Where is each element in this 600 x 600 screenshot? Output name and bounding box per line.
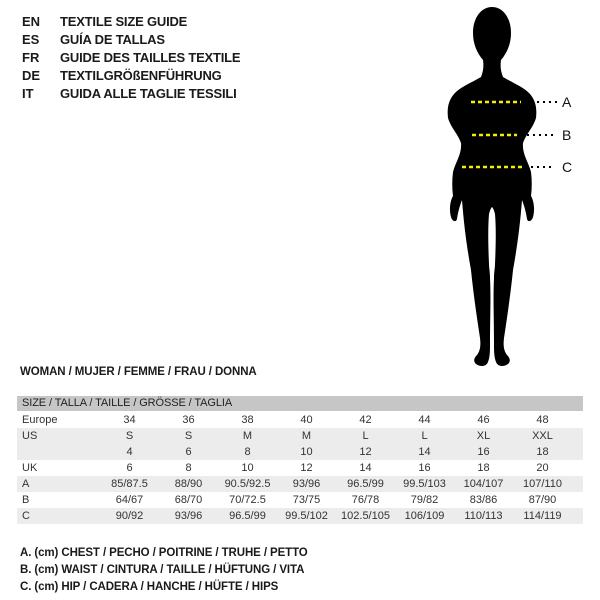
cell: 40 xyxy=(300,414,313,426)
marker-label-c: C xyxy=(562,159,573,175)
language-label: GUÍA DE TALLAS xyxy=(60,32,165,47)
row-label: A xyxy=(22,478,30,490)
cell: 93/96 xyxy=(174,510,203,522)
cell: 110/113 xyxy=(464,510,503,522)
cell: 106/109 xyxy=(404,510,445,522)
woman-body-shape xyxy=(448,7,537,366)
cell: L xyxy=(421,430,428,442)
language-label: GUIDE DES TAILLES TEXTILE xyxy=(60,50,241,65)
cell: 114/119 xyxy=(523,510,562,522)
cell: S xyxy=(184,430,193,442)
cell: XXL xyxy=(532,430,553,442)
cell: M xyxy=(242,430,253,442)
cell: 88/90 xyxy=(174,478,203,490)
language-row-es xyxy=(22,31,240,49)
row-label: B xyxy=(22,494,30,506)
cell: 96.5/99 xyxy=(229,510,266,522)
measurement-legend xyxy=(20,545,308,596)
cell: 36 xyxy=(182,414,195,426)
cell: M xyxy=(301,430,312,442)
woman-silhouette-svg xyxy=(400,0,600,380)
language-label: TEXTILGRÖßENFÜHRUNG xyxy=(60,68,222,83)
cell: 14 xyxy=(359,462,372,474)
cell: 87/90 xyxy=(528,494,557,506)
size-table-header: SIZE / TALLA / TAILLE / GRÖSSE / TAGLIA xyxy=(17,396,583,411)
cell: 8 xyxy=(185,462,192,474)
cell: L xyxy=(362,430,369,442)
marker-label-b: B xyxy=(562,127,572,143)
language-code: IT xyxy=(22,86,34,101)
cell: 104/107 xyxy=(463,478,504,490)
row-label: C xyxy=(22,510,30,522)
cell: 93/96 xyxy=(292,478,321,490)
cell: 12 xyxy=(359,446,372,458)
cell: 18 xyxy=(536,446,549,458)
cell: 34 xyxy=(123,414,136,426)
woman-silhouette-figure xyxy=(400,0,600,380)
cell: 8 xyxy=(244,446,251,458)
language-row-fr xyxy=(22,49,240,67)
cell: 102.5/105 xyxy=(341,510,390,522)
cell: 73/75 xyxy=(292,494,321,506)
row-label: UK xyxy=(22,462,38,474)
cell: 70/72.5 xyxy=(229,494,266,506)
table-row-europe xyxy=(17,412,583,428)
row-label: Europe xyxy=(22,414,58,426)
cell: 90.5/92.5 xyxy=(224,478,271,490)
cell: 48 xyxy=(536,414,549,426)
cell: 44 xyxy=(418,414,431,426)
table-row-us xyxy=(17,428,583,444)
cell: 107/110 xyxy=(523,478,562,490)
language-label: GUIDA ALLE TAGLIE TESSILI xyxy=(60,86,237,101)
cell: 64/67 xyxy=(115,494,144,506)
table-row-hip-c xyxy=(17,508,583,524)
language-code: FR xyxy=(22,50,40,65)
language-row-de xyxy=(22,67,240,85)
language-code: EN xyxy=(22,14,41,29)
language-label: TEXTILE SIZE GUIDE xyxy=(60,14,188,29)
table-row-uk xyxy=(17,460,583,476)
cell: 38 xyxy=(241,414,254,426)
cell: 90/92 xyxy=(115,510,144,522)
table-row-us-numeric xyxy=(17,444,583,460)
cell: 20 xyxy=(536,462,549,474)
cell: 96.5/99 xyxy=(347,478,384,490)
row-label xyxy=(17,444,100,460)
cell: 6 xyxy=(185,446,192,458)
cell: 10 xyxy=(300,446,313,458)
legend-hip: C. (cm) HIP / CADERA / HANCHE / HÜFTE / HIPS xyxy=(20,581,279,593)
language-row-it xyxy=(22,85,240,103)
cell: 99.5/103 xyxy=(403,478,446,490)
language-row-en xyxy=(22,13,240,31)
cell: 6 xyxy=(126,462,133,474)
cell: 76/78 xyxy=(351,494,380,506)
cell: 18 xyxy=(477,462,490,474)
legend-waist: B. (cm) WAIST / CINTURA / TAILLE / HÜFTUNG / VITA xyxy=(20,564,305,576)
language-code: ES xyxy=(22,32,40,47)
cell: 16 xyxy=(418,462,431,474)
cell: 79/82 xyxy=(410,494,439,506)
cell: 16 xyxy=(477,446,490,458)
marker-label-a: A xyxy=(562,94,572,110)
language-list xyxy=(22,13,240,103)
cell: 42 xyxy=(359,414,372,426)
cell: 14 xyxy=(418,446,431,458)
cell: XL xyxy=(476,430,491,442)
cell: 46 xyxy=(477,414,490,426)
cell: 4 xyxy=(126,446,133,458)
cell: S xyxy=(125,430,134,442)
cell: 10 xyxy=(241,462,254,474)
section-title: WOMAN / MUJER / FEMME / FRAU / DONNA xyxy=(20,366,257,378)
cell: 83/86 xyxy=(469,494,498,506)
table-row-chest-a xyxy=(17,476,583,492)
row-label: US xyxy=(22,430,38,442)
cell: 99.5/102 xyxy=(285,510,328,522)
cell: 68/70 xyxy=(174,494,203,506)
cell: 12 xyxy=(300,462,313,474)
cell: 85/87.5 xyxy=(111,478,148,490)
size-table xyxy=(17,396,583,524)
language-code: DE xyxy=(22,68,41,83)
legend-chest: A. (cm) CHEST / PECHO / POITRINE / TRUHE / PETTO xyxy=(20,547,308,559)
table-row-waist-b xyxy=(17,492,583,508)
